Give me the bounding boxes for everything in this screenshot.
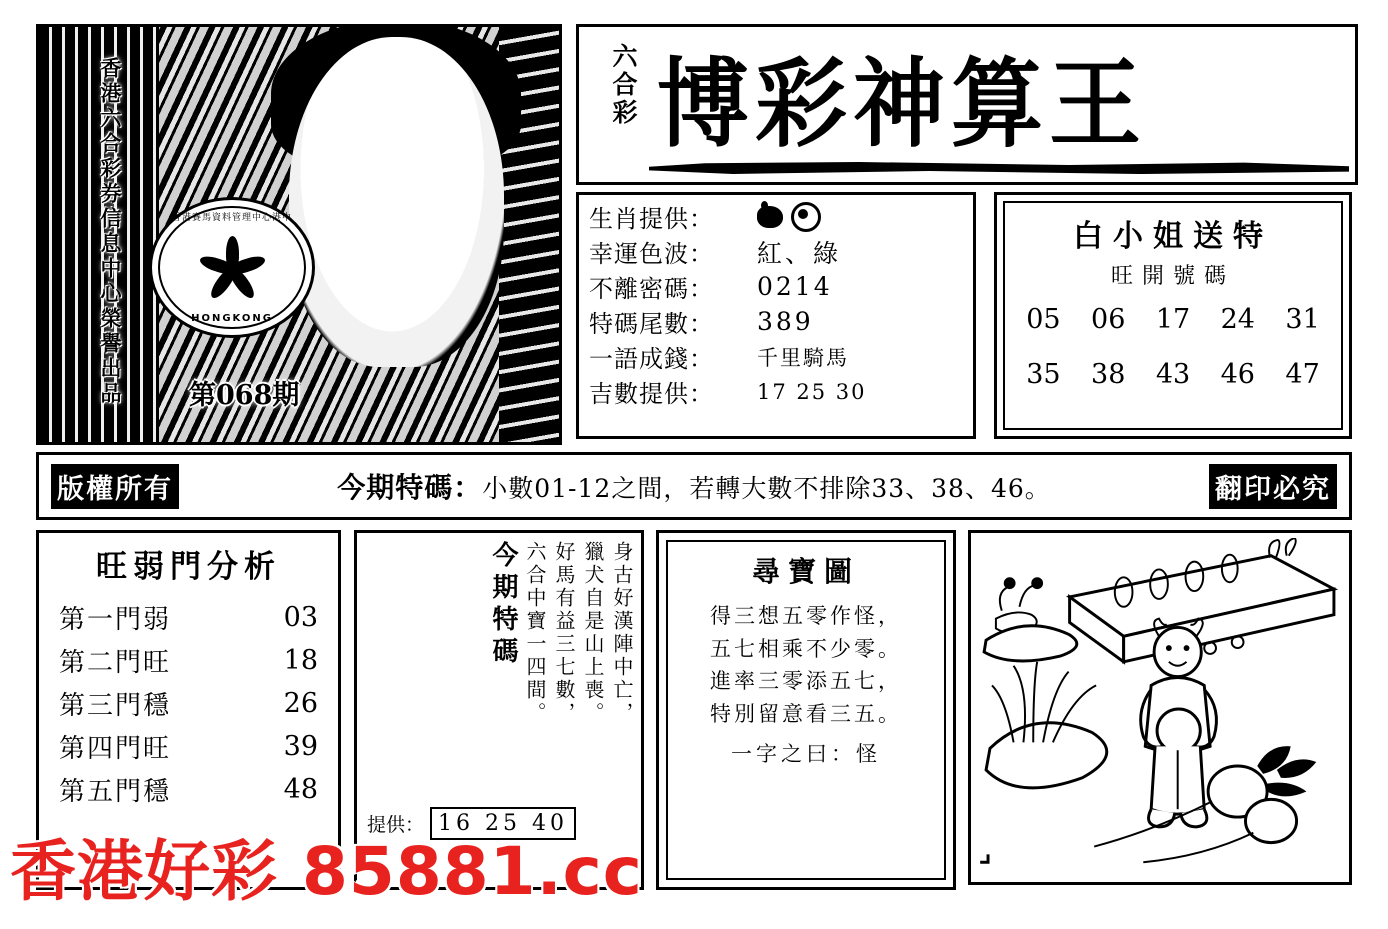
info-label: 吉數提供：	[589, 380, 714, 408]
lucky-number: 24	[1220, 304, 1255, 335]
riddle-title: 尋寶圖	[751, 555, 860, 588]
gate-row	[45, 639, 332, 682]
lucky-numbers-row-2	[1011, 359, 1335, 390]
special-code-note	[179, 466, 1209, 506]
info-row	[589, 339, 963, 374]
treasure-illustration-panel	[968, 530, 1352, 885]
gate-label: 第四門旺	[59, 734, 172, 764]
info-value: 17 25 30	[757, 379, 867, 404]
copyright-right-badge: 翻印必究	[1209, 464, 1337, 509]
zodiac-icons	[757, 202, 821, 232]
gate-label: 第五門穩	[59, 777, 172, 807]
lucky-number: 31	[1285, 304, 1320, 335]
gate-row	[45, 725, 332, 768]
lucky-numbers-box	[994, 192, 1352, 439]
rat-zodiac-icon	[757, 206, 783, 228]
lucky-numbers-row-1	[1011, 304, 1335, 335]
riddle-line: 得三想五零作怪，	[710, 604, 902, 628]
special-code-label: 今期特碼：	[337, 471, 483, 504]
copyright-left-badge: 版權所有	[51, 464, 179, 509]
poem-columns	[363, 539, 635, 801]
info-row	[589, 234, 963, 269]
info-row	[589, 374, 963, 409]
info-label: 不離密碼：	[589, 275, 714, 303]
gate-row	[45, 768, 332, 811]
lucky-number: 17	[1155, 304, 1191, 335]
lucky-number: 38	[1091, 359, 1126, 390]
info-value: 千里騎馬	[757, 345, 849, 370]
issue-number: 第068期	[189, 380, 300, 411]
cover-photo	[36, 24, 562, 445]
poem-line: 好馬有益三七數，	[552, 541, 576, 725]
lucky-numbers-subtitle: 旺開號碼	[1110, 264, 1235, 289]
info-label: 一語成錢：	[589, 345, 714, 373]
site-watermark: 香港好彩 85881.cc	[10, 833, 643, 910]
riddle-line: 特別留意看三五。	[710, 701, 902, 726]
emblem-top-text: 香港賽馬資料管理中心港中	[171, 213, 292, 223]
info-label: 幸運色波：	[589, 240, 714, 268]
pig-zodiac-icon	[791, 202, 821, 232]
riddle-line: 進率三零添五七，	[710, 669, 902, 694]
masthead	[576, 24, 1358, 185]
gate-row	[45, 682, 332, 725]
gate-number: 18	[283, 645, 318, 676]
info-value: 紅、綠	[757, 238, 842, 268]
lucky-number: 35	[1026, 359, 1061, 390]
gate-number: 48	[283, 774, 318, 805]
gate-row	[45, 596, 332, 639]
portrait-face	[289, 37, 504, 367]
gate-label: 第三門穩	[59, 691, 172, 721]
lucky-number: 05	[1026, 304, 1061, 335]
copyright-strip	[36, 452, 1352, 520]
poem-line: 身古好漢陣中亡，	[610, 541, 634, 725]
lucky-number: 43	[1155, 359, 1191, 390]
lucky-number: 06	[1091, 304, 1126, 335]
riddle-line: 五七相乘不少零。	[710, 636, 902, 661]
poem-footer-label: 提供：	[367, 814, 425, 836]
gate-number: 26	[283, 688, 318, 719]
info-value: 0214	[757, 272, 833, 301]
forecast-info-box	[576, 192, 976, 439]
poem-line: 六合中寶一四間。	[523, 541, 547, 725]
gate-label: 第一門弱	[59, 605, 172, 635]
poem-title: 今期特碼	[488, 541, 518, 669]
emblem-bottom-text: HONGKONG	[191, 313, 273, 324]
riddle-answer: 一字之曰：怪	[731, 742, 881, 767]
top-section	[36, 24, 1352, 444]
lucky-numbers-title: 白小姐送特	[1073, 219, 1273, 254]
poem-footer-numbers: 16 25 40	[430, 807, 576, 840]
bauhinia-flower-icon	[196, 232, 268, 304]
hongkong-emblem	[149, 197, 315, 338]
special-code-text: 小數01-12之間，若轉大數不排除33、38、46。	[482, 474, 1051, 503]
gate-label: 第二門旺	[59, 648, 172, 678]
gate-number: 39	[283, 731, 318, 762]
info-row	[589, 199, 963, 234]
gate-analysis-title: 旺弱門分析	[96, 549, 281, 585]
lucky-number: 46	[1220, 359, 1255, 390]
info-label: 特碼尾數：	[589, 310, 714, 338]
treasure-illustration	[976, 538, 1344, 877]
gate-number: 03	[283, 602, 318, 633]
info-value: 389	[757, 307, 814, 336]
masthead-title: 博彩神算王	[657, 47, 1148, 161]
masthead-subtitle: 六合彩	[609, 43, 638, 127]
lucky-number: 47	[1285, 359, 1320, 390]
info-row	[589, 269, 963, 304]
vertical-publisher-title: 香港六合彩券信息中心榮譽出品	[98, 57, 123, 407]
info-label: 生肖提供：	[589, 205, 714, 233]
info-row	[589, 304, 963, 339]
lucky-numbers-inner	[1003, 201, 1343, 430]
poem-line: 獵犬自是山上喪。	[581, 541, 605, 725]
